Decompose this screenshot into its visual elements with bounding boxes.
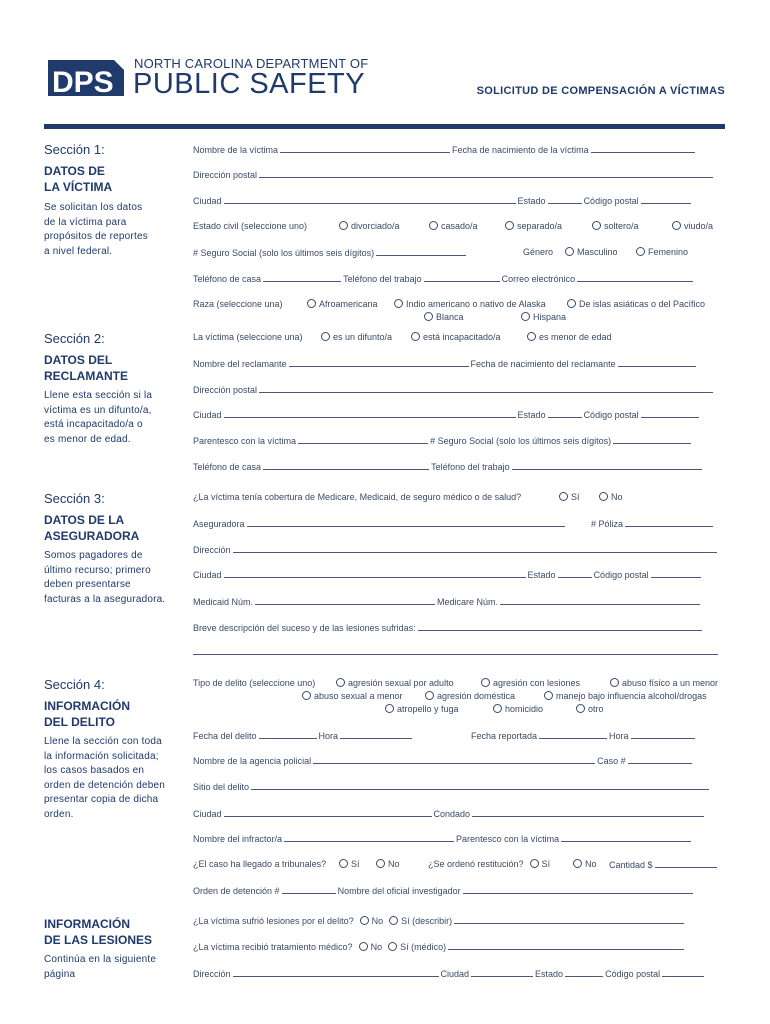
header-divider <box>44 124 725 129</box>
radio-homicide[interactable] <box>493 704 502 713</box>
row-brief: Breve descripción del suceso y de las lesiones sufridas: <box>193 620 704 634</box>
claimant-zip-field[interactable] <box>641 407 699 418</box>
radio-race-hispanic[interactable] <box>521 312 530 321</box>
victim-home-phone-field[interactable] <box>263 271 341 282</box>
row-court: ¿El caso ha llegado a tribunales? Sí No ¿Se ordenó restitución? Sí No Cantidad $ <box>193 857 326 871</box>
section3-label: Sección 3: <box>44 491 105 506</box>
radio-race-african-american[interactable] <box>307 299 316 308</box>
section1-note: Se solicitan los datos de la víctima para propósitos de reportes a nivel federal. <box>44 202 148 257</box>
section2-title: DATOS DEL RECLAMANTE <box>44 353 128 383</box>
row-crime-date: Fecha del delito Hora Fecha reportada Hora <box>193 728 414 742</box>
crime-date-field[interactable] <box>259 728 317 739</box>
radio-widowed[interactable] <box>672 221 681 230</box>
row-coverage: ¿La víctima tenía cobertura de Medicare, Medicaid, de seguro médico o de salud? Sí No <box>193 492 623 502</box>
radio-other[interactable] <box>576 704 585 713</box>
radio-deceased[interactable] <box>321 332 330 341</box>
section3-title: DATOS DE LA ASEGURADORA <box>44 513 140 543</box>
victim-dob-field[interactable] <box>591 142 695 153</box>
injury-description-field[interactable] <box>454 913 684 924</box>
radio-domestic-assault[interactable] <box>425 691 434 700</box>
radio-injured-no[interactable] <box>360 916 369 925</box>
row-crime-site: Sitio del delito <box>193 779 711 793</box>
org-name-line1: NORTH CAROLINA DEPARTMENT OF <box>134 56 369 71</box>
insurer-state-field[interactable] <box>558 567 592 578</box>
doctor-field[interactable] <box>448 939 684 950</box>
row-warrant: Orden de detención # Nombre del oficial investigador <box>193 883 695 897</box>
claimant-name-field[interactable] <box>289 356 469 367</box>
radio-hit-and-run[interactable] <box>385 704 394 713</box>
radio-treated-yes[interactable] <box>388 942 397 951</box>
doctor-state-field[interactable] <box>565 966 603 977</box>
radio-minor[interactable] <box>527 332 536 341</box>
radio-incapacitated[interactable] <box>411 332 420 341</box>
medicare-field[interactable] <box>500 594 700 605</box>
radio-coverage-yes[interactable] <box>559 492 568 501</box>
amount-field[interactable] <box>655 857 717 868</box>
row-victim-name: Nombre de la víctima Fecha de nacimiento de la víctima <box>193 142 697 156</box>
victim-work-phone-field[interactable] <box>424 271 500 282</box>
claimant-home-phone-field[interactable] <box>263 459 429 470</box>
offender-relationship-field[interactable] <box>561 831 691 842</box>
section5-title: INFORMACIÓN DE LAS LESIONES <box>44 917 153 947</box>
insurer-field[interactable] <box>247 516 565 527</box>
radio-court-yes[interactable] <box>339 859 348 868</box>
row-crime-city: Ciudad Condado <box>193 806 706 820</box>
radio-court-no[interactable] <box>376 859 385 868</box>
logo-text: DPS <box>52 66 114 99</box>
row-insurer-city: Ciudad Estado Código postal <box>193 567 703 581</box>
victim-name-field[interactable] <box>280 142 450 153</box>
row-victim-city: Ciudad Estado Código postal <box>193 193 693 207</box>
policy-field[interactable] <box>625 516 713 527</box>
doctor-city-field[interactable] <box>471 966 533 977</box>
radio-restitution-yes[interactable] <box>530 859 539 868</box>
section1-title: DATOS DE LA VÍCTIMA <box>44 164 113 194</box>
section3-note: Somos pagadores de último recurso; primero deben presentarse facturas a la aseguradora. <box>44 550 166 605</box>
insurer-zip-field[interactable] <box>651 567 701 578</box>
row-victim-ssn: # Seguro Social (solo los últimos seis dígitos) Género Masculino Femenino <box>193 247 689 258</box>
claimant-relationship-field[interactable] <box>298 433 428 444</box>
radio-married[interactable] <box>429 221 438 230</box>
reported-time-field[interactable] <box>631 728 695 739</box>
radio-treated-no[interactable] <box>359 942 368 951</box>
dps-logo <box>44 56 128 100</box>
radio-assault-injury[interactable] <box>481 678 490 687</box>
row-treated: ¿La víctima recibió tratamiento médico? No Sí (médico) <box>193 939 686 953</box>
claimant-city-field[interactable] <box>224 407 516 418</box>
investigator-field[interactable] <box>463 883 693 894</box>
row-claimant-phones: Teléfono de casa Teléfono del trabajo <box>193 459 704 473</box>
row-claimant-name: Nombre del reclamante Fecha de nacimiento del reclamante <box>193 356 698 370</box>
victim-address-field[interactable] <box>259 167 713 178</box>
case-field[interactable] <box>628 753 692 764</box>
claimant-ssn-field[interactable] <box>613 433 691 444</box>
radio-divorced[interactable] <box>339 221 348 230</box>
row-claimant-address: Dirección postal <box>193 382 715 396</box>
brief-field[interactable] <box>418 620 702 631</box>
claimant-address-field[interactable] <box>259 382 713 393</box>
radio-restitution-no[interactable] <box>573 859 582 868</box>
medicaid-field[interactable] <box>255 594 435 605</box>
section5-note: Continúa en la siguiente página <box>44 954 157 980</box>
victim-city-field[interactable] <box>224 193 516 204</box>
radio-race-white[interactable] <box>424 312 433 321</box>
section2-note: Llene esta sección si la víctima es un difunto/a, está incapacitado/a o es menor de edad. <box>44 390 153 445</box>
offender-field[interactable] <box>284 831 454 842</box>
brief-field-2[interactable] <box>193 644 718 655</box>
radio-coverage-no[interactable] <box>599 492 608 501</box>
radio-child-sexual-abuse[interactable] <box>302 691 311 700</box>
radio-injured-yes[interactable] <box>389 916 398 925</box>
victim-state-field[interactable] <box>548 193 582 204</box>
row-victim-address: Dirección postal <box>193 167 715 181</box>
radio-dui[interactable] <box>544 691 553 700</box>
radio-adult-sexual-assault[interactable] <box>336 678 345 687</box>
radio-female[interactable] <box>636 247 645 256</box>
row-doctor-address: Dirección Ciudad Estado Código postal <box>193 966 706 980</box>
doctor-address-field[interactable] <box>233 966 439 977</box>
row-victim-phones: Teléfono de casa Teléfono del trabajo Correo electrónico <box>193 271 695 285</box>
section4-label: Sección 4: <box>44 677 105 692</box>
claimant-state-field[interactable] <box>548 407 582 418</box>
section4-note: Llene la sección con toda la información solicitada; los casos basados en orden de detención deben presentar copia de dicha orden. <box>44 736 166 820</box>
radio-male[interactable] <box>565 247 574 256</box>
row-injured: ¿La víctima sufrió lesiones por el delito? No Sí (describir) <box>193 913 686 927</box>
radio-separated[interactable] <box>505 221 514 230</box>
row-race: Raza (seleccione una) Afroamericana Indio americano o nativo de Alaska De islas asiáticas o del Pacífico <box>193 299 706 309</box>
row-claimant-relationship: Parentesco con la víctima # Seguro Social (solo los últimos seis dígitos) <box>193 433 693 447</box>
crime-time-field[interactable] <box>340 728 412 739</box>
radio-race-asian-pacific[interactable] <box>567 299 576 308</box>
org-name-line2: PUBLIC SAFETY <box>133 68 366 100</box>
doctor-zip-field[interactable] <box>662 966 704 977</box>
insurer-address-field[interactable] <box>233 542 717 553</box>
radio-child-physical-abuse[interactable] <box>610 678 619 687</box>
crime-site-field[interactable] <box>251 779 709 790</box>
section2-label: Sección 2: <box>44 331 105 346</box>
insurer-city-field[interactable] <box>224 567 526 578</box>
reported-date-field[interactable] <box>539 728 607 739</box>
claimant-dob-field[interactable] <box>618 356 696 367</box>
row-crime-type: Tipo de delito (seleccione uno) agresión sexual por adulto agresión con lesiones abuso físico a un menor <box>193 678 719 688</box>
section1-label: Sección 1: <box>44 142 105 157</box>
row-insurer-address: Dirección <box>193 542 719 556</box>
crime-city-field[interactable] <box>224 806 432 817</box>
row-offender: Nombre del infractor/a Parentesco con la víctima <box>193 831 693 845</box>
row-insurer: Aseguradora # Póliza <box>193 516 567 530</box>
victim-ssn-field[interactable] <box>376 245 466 256</box>
victim-zip-field[interactable] <box>641 193 691 204</box>
row-claimant-city: Ciudad Estado Código postal <box>193 407 701 421</box>
row-medicaid: Medicaid Núm. Medicare Núm. <box>193 594 702 608</box>
row-agency: Nombre de la agencia policial Caso # <box>193 753 694 767</box>
crime-county-field[interactable] <box>472 806 704 817</box>
claimant-work-phone-field[interactable] <box>512 459 702 470</box>
row-marital-status: Estado civil (seleccione uno) divorciado/a casado/a separado/a soltero/a viudo/a <box>193 221 714 231</box>
radio-race-native[interactable] <box>394 299 403 308</box>
row-victim-is: La víctima (seleccione una) es un difunto/a está incapacitado/a es menor de edad <box>193 332 612 342</box>
warrant-field[interactable] <box>282 883 336 894</box>
radio-single[interactable] <box>592 221 601 230</box>
form-title: SOLICITUD DE COMPENSACIÓN A VÍCTIMAS <box>476 85 725 97</box>
section4-title: INFORMACIÓN DEL DELITO <box>44 699 130 729</box>
victim-email-field[interactable] <box>577 271 693 282</box>
agency-field[interactable] <box>313 753 595 764</box>
row-brief-2 <box>193 644 718 658</box>
